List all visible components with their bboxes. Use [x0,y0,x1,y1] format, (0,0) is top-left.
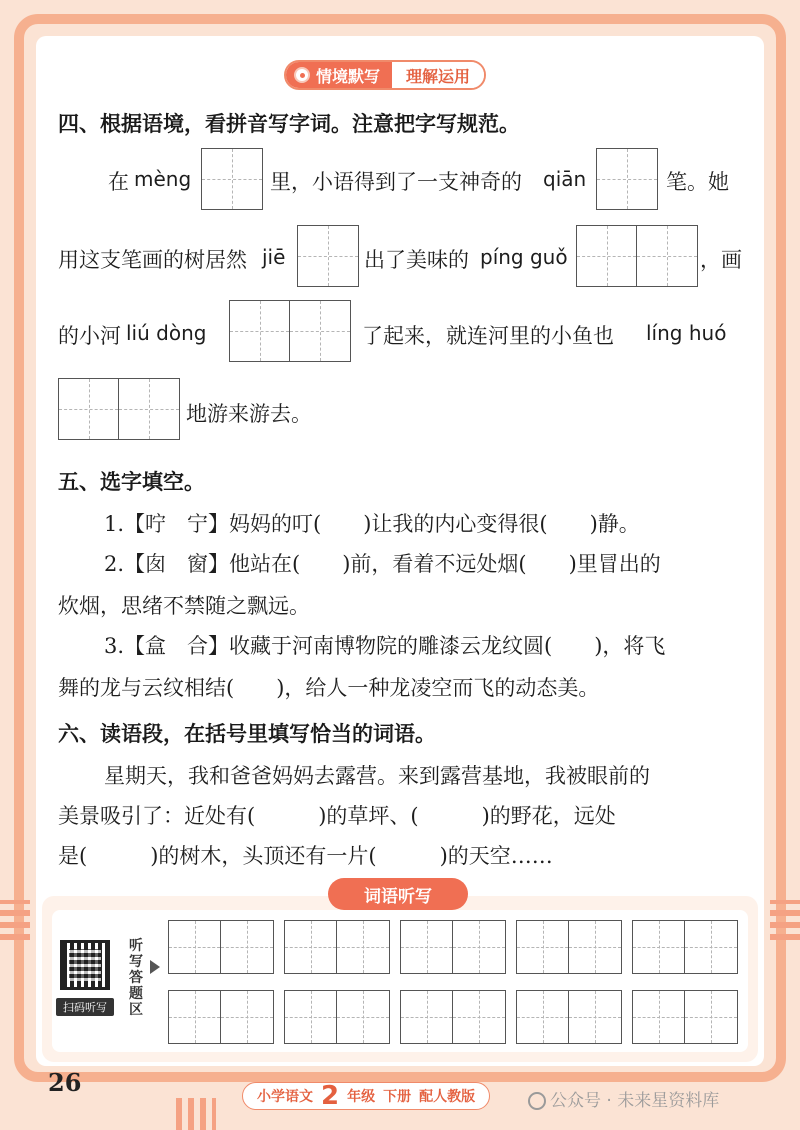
answer-grid-jie[interactable] [297,225,359,287]
bottom-stripes [176,1098,216,1130]
wechat-icon [528,1092,546,1110]
s5-question2-b: 炊烟，思绪不禁随之飘远。 [58,594,310,618]
arrow-right-icon [150,960,160,974]
dictation-badge: 词语听写 [328,878,468,910]
s4-line1-b: 里，小语得到了一支神奇的 [270,170,522,194]
s4-pinyin-jie: jiē [262,245,286,269]
qr-code-icon[interactable] [60,940,110,990]
answer-grid-pingguo[interactable] [576,225,698,287]
s5-question1[interactable]: 1.【咛 宁】妈妈的叮( )让我的内心变得很( )静。 [104,512,640,536]
dictation-grid[interactable] [400,920,506,974]
s4-line3-a: 的小河 [58,324,121,348]
s4-pinyin-linghuo: líng huó [646,321,727,345]
footer-grade-suffix: 年级 [347,1089,376,1105]
dictation-grid[interactable] [516,990,622,1044]
dictation-side-label: 听写答题区 [129,938,143,1018]
s6-paragraph-line2[interactable]: 美景吸引了：近处有( )的草坪、( )的野花，远处 [58,804,616,828]
dictation-grid[interactable] [284,990,390,1044]
qr-label: 扫码听写 [56,998,114,1016]
watermark-text: 公众号 · 未来星资料库 [550,1091,720,1111]
section-header-tag [284,60,486,90]
s4-pinyin-qian: qiān [543,167,587,191]
footer-subject: 小学语文 [257,1089,313,1105]
dictation-grid[interactable] [400,990,506,1044]
answer-grid-qian[interactable] [596,148,658,210]
s4-line4-a: 地游来游去。 [186,402,312,426]
s4-line1-c: 笔。她 [666,170,729,194]
left-stripes [0,900,30,940]
s4-line2-a: 用这支笔画的树居然 [58,248,247,272]
footer-volume: 下册 [383,1089,412,1105]
tag-left [286,62,392,88]
s4-line3-b: 了起来，就连河里的小鱼也 [362,324,614,348]
footer-grade-number: 2 [321,1081,340,1111]
watermark [528,1086,719,1111]
s5-question3-b[interactable]: 舞的龙与云纹相结( )，给人一种龙凌空而飞的动态美。 [58,676,600,700]
s5-question2-a[interactable]: 2.【囱 窗】他站在( )前，看着不远处烟( )里冒出的 [104,552,661,576]
answer-grid-liudong[interactable] [229,300,351,362]
right-stripes [770,900,800,940]
dictation-grid[interactable] [632,920,738,974]
dictation-grid[interactable] [168,920,274,974]
answer-grid-meng[interactable] [201,148,263,210]
page-number: 26 [48,1068,82,1097]
section4-title: 四、根据语境，看拼音写字词。注意把字写规范。 [58,112,520,136]
s4-line1-a: 在 [108,170,129,194]
bear-icon [294,67,310,83]
tag-left-label: 情境默写 [316,66,381,86]
tag-right-label: 理解运用 [392,62,484,88]
s4-line2-c: ，画 [700,248,742,272]
footer-tag [242,1082,490,1110]
section6-title: 六、读语段，在括号里填写恰当的词语。 [58,722,436,746]
s6-paragraph-line3[interactable]: 是( )的树木，头顶还有一片( )的天空…… [58,844,553,868]
footer-edition: 配人教版 [419,1089,476,1105]
s4-pinyin-meng: mèng [134,167,192,191]
section5-title: 五、选字填空。 [58,470,205,494]
s4-pinyin-liudong: liú dòng [126,321,207,345]
dictation-grid[interactable] [516,920,622,974]
answer-grid-linghuo[interactable] [58,378,180,440]
dictation-grid[interactable] [284,920,390,974]
s4-line2-b: 出了美味的 [364,248,469,272]
s5-question3-a[interactable]: 3.【盒 合】收藏于河南博物院的雕漆云龙纹圆( )，将飞 [104,634,666,658]
dictation-grid[interactable] [168,990,274,1044]
dictation-grid[interactable] [632,990,738,1044]
s6-paragraph-line1: 星期天，我和爸爸妈妈去露营。来到露营基地，我被眼前的 [104,764,650,788]
s4-pinyin-pingguo: píng guǒ [480,245,568,269]
